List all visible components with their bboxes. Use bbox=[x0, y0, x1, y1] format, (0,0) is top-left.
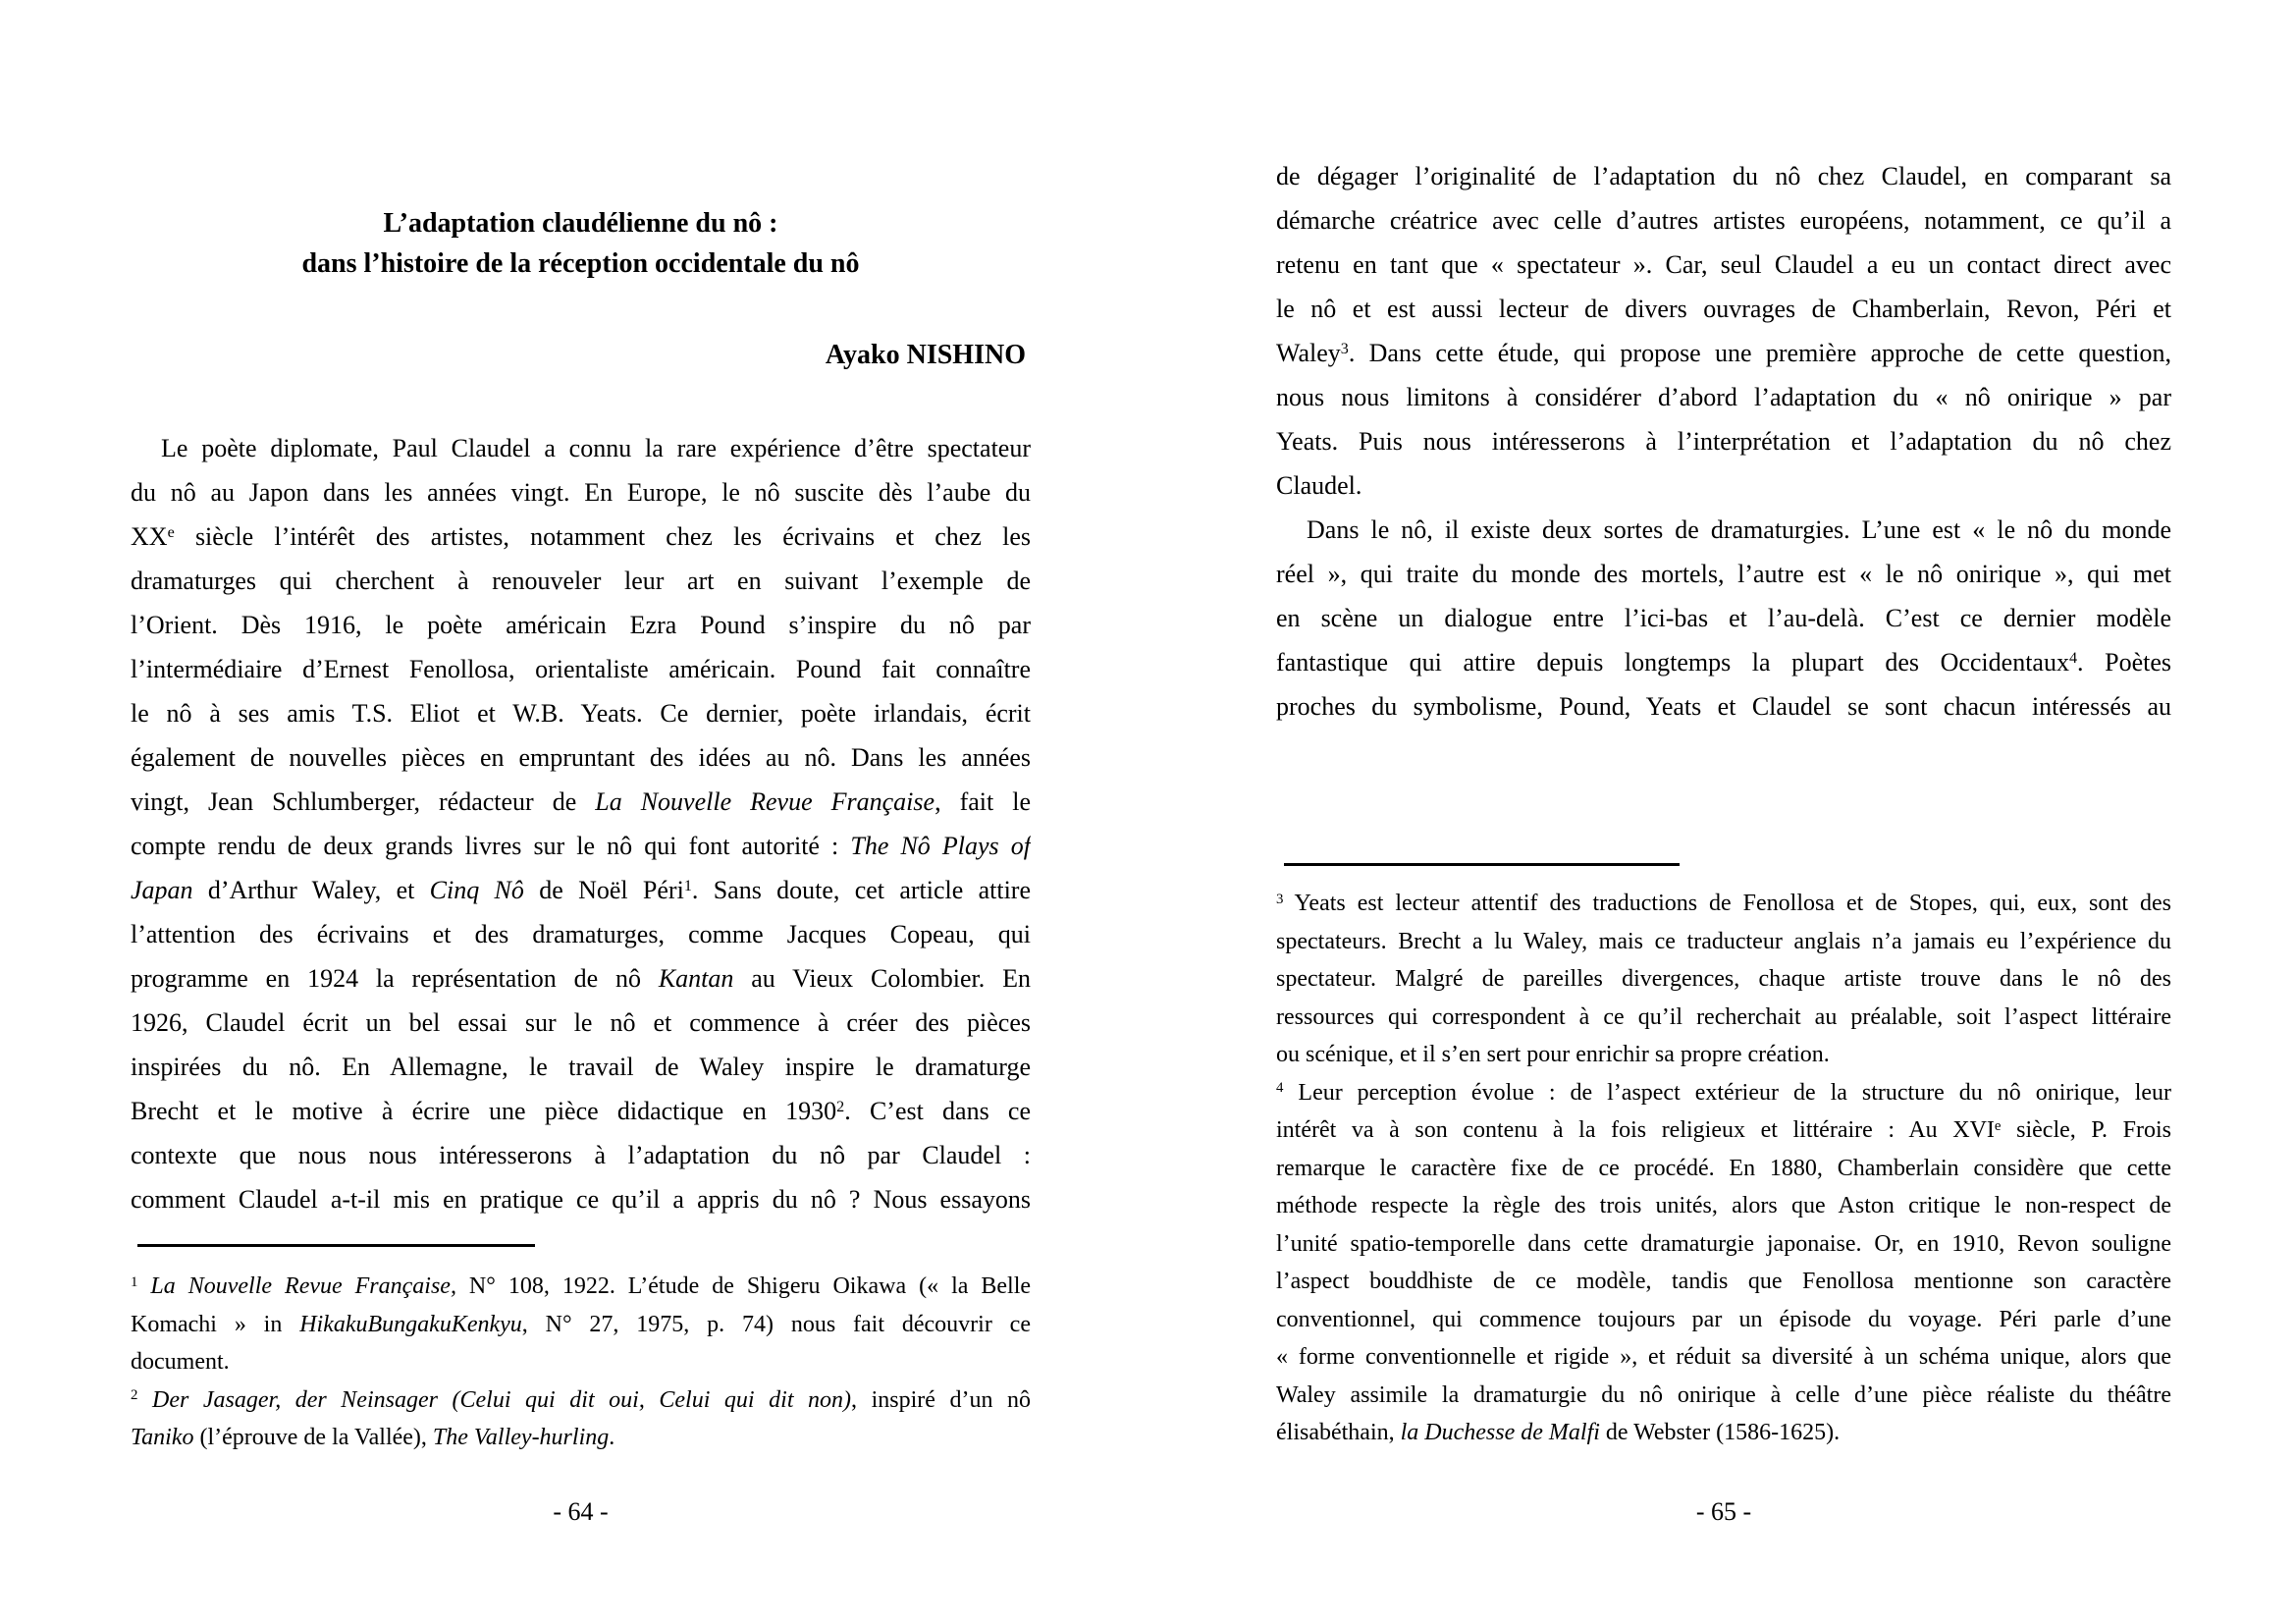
text-line: inspirées du nô. En Allemagne, le travail de Waley inspire le dramaturge bbox=[131, 1053, 1031, 1081]
text-line: « forme conventionnelle et rigide », et réduit sa diversité à un schéma unique, alors que bbox=[1276, 1344, 2171, 1370]
text-line: XXe siècle l’intérêt des artistes, notamment chez les écrivains et chez les bbox=[131, 522, 1031, 551]
text-line: Brecht et le motive à écrire une pièce didactique en 1930$^2$. C’est dans ce bbox=[131, 1097, 1031, 1125]
text-line: conventionnel, qui commence toujours par un épisode du voyage. Péri parle d’une bbox=[1276, 1306, 2171, 1332]
text-line: $^3$ Yeats est lecteur attentif des traductions de Fenollosa et de Stopes, qui, eux, sont des bbox=[1276, 891, 2171, 916]
text-line: ou scénique, et il s’en sert pour enrichir sa propre création. bbox=[1276, 1042, 1830, 1067]
article-title-line2: dans l’histoire de la réception occidentale du nô bbox=[301, 248, 860, 279]
text-line: également de nouvelles pièces en empruntant des idées au nô. Dans les années bbox=[131, 743, 1031, 772]
text-line: spectateurs. Brecht a lu Waley, mais ce traducteur anglais n’a jamais eu l’expérience du bbox=[1276, 928, 2171, 954]
text-line: document. bbox=[131, 1349, 230, 1375]
text-line: retenu en tant que « spectateur ». Car, seul Claudel a eu un contact direct avec bbox=[1276, 250, 2171, 279]
article-title-line1: L’adaptation claudélienne du nô : bbox=[383, 208, 778, 239]
text-line: l’intermédiaire d’Ernest Fenollosa, orientaliste américain. Pound fait connaître bbox=[131, 655, 1031, 683]
text-line: Dans le nô, il existe deux sortes de dramaturgies. L’une est « le nô du monde bbox=[1307, 515, 2171, 544]
page-number-65: - 65 - bbox=[1695, 1497, 1752, 1526]
footnote-separator-left bbox=[137, 1244, 535, 1247]
page-number-64: - 64 - bbox=[553, 1497, 609, 1526]
text-line: fantastique qui attire depuis longtemps la plupart des Occidentaux$^4$. Poètes bbox=[1276, 648, 2171, 677]
text-line: du nô au Japon dans les années vingt. En Europe, le nô suscite dès l’aube du bbox=[131, 478, 1031, 507]
text-line: $^1$ La Nouvelle Revue Française, N° 108, 1922. L’étude de Shigeru Oikawa (« la Belle bbox=[131, 1273, 1031, 1299]
text-line: de dégager l’originalité de l’adaptation du nô chez Claudel, en comparant sa bbox=[1276, 162, 2171, 190]
text-line: méthode respecte la règle des trois unités, alors que Aston critique le non-respect de bbox=[1276, 1193, 2171, 1218]
text-line: 1926, Claudel écrit un bel essai sur le nô et commence à créer des pièces bbox=[131, 1008, 1031, 1037]
text-line: spectateur. Malgré de pareilles divergences, chaque artiste trouve dans le nô des bbox=[1276, 966, 2171, 992]
text-line: élisabéthain, la Duchesse de Malfi de Webster (1586-1625). bbox=[1276, 1420, 1841, 1445]
text-line: Claudel. bbox=[1276, 471, 1362, 500]
footnote-separator-right bbox=[1284, 863, 1680, 866]
text-line: l’aspect bouddhiste de ce modèle, tandis que Fenollosa mentionne son caractère bbox=[1276, 1269, 2171, 1294]
text-line: programme en 1924 la représentation de nô Kantan au Vieux Colombier. En bbox=[131, 964, 1031, 993]
text-line: le nô et est aussi lecteur de divers ouvrages de Chamberlain, Revon, Péri et bbox=[1276, 295, 2171, 323]
text-line: réel », qui traite du monde des mortels, l’autre est « le nô onirique », qui met bbox=[1276, 560, 2171, 588]
text-line: l’unité spatio-temporelle dans cette dramaturgie japonaise. Or, en 1910, Revon souligne bbox=[1276, 1230, 2171, 1257]
text-line: Waley$^3$. Dans cette étude, qui propose une première approche de cette question, bbox=[1276, 339, 2171, 367]
text-line: Le poète diplomate, Paul Claudel a connu la rare expérience d’être spectateur bbox=[161, 434, 1031, 462]
text-line: dramaturges qui cherchent à renouveler leur art en suivant l’exemple de bbox=[131, 567, 1031, 595]
text-line: en scène un dialogue entre l’ici-bas et l’au-delà. C’est ce dernier modèle bbox=[1276, 604, 2171, 632]
body-text-left bbox=[131, 426, 1031, 1221]
footnotes-right bbox=[1276, 885, 2171, 1452]
footnotes-left bbox=[131, 1268, 1031, 1457]
text-line: l’Orient. Dès 1916, le poète américain Ezra Pound s’inspire du nô par bbox=[131, 611, 1031, 639]
text-line: proches du symbolisme, Pound, Yeats et Claudel se sont chacun intéressés au bbox=[1276, 692, 2171, 721]
text-line: Taniko (l’éprouve de la Vallée), The Valley-hurling. bbox=[131, 1425, 615, 1450]
text-line: intérêt va à son contenu à la fois religieux et littéraire : Au XVIe siècle, P. Frois bbox=[1276, 1117, 2171, 1143]
text-line: compte rendu de deux grands livres sur le nô qui font autorité : The Nô Plays of bbox=[131, 832, 1031, 860]
article-title bbox=[131, 203, 1031, 284]
text-line: Waley assimile la dramaturgie du nô onirique à celle d’une pièce réaliste du théâtre bbox=[1276, 1381, 2171, 1408]
body-text-right bbox=[1276, 154, 2171, 729]
text-line: démarche créatrice avec celle d’autres artistes européens, notamment, ce qu’il a bbox=[1276, 206, 2171, 235]
text-line: remarque le caractère fixe de ce procédé. En 1880, Chamberlain considère que cette bbox=[1276, 1155, 2171, 1181]
text-line: vingt, Jean Schlumberger, rédacteur de La Nouvelle Revue Française, fait le bbox=[131, 787, 1031, 816]
text-line: ressources qui correspondent à ce qu’il recherchait au préalable, soit l’aspect littéraire bbox=[1276, 1003, 2171, 1030]
text-line: comment Claudel a-t-il mis en pratique ce qu’il a appris du nô ? Nous essayons bbox=[131, 1185, 1031, 1214]
text-line: le nô à ses amis T.S. Eliot et W.B. Yeats. Ce dernier, poète irlandais, écrit bbox=[131, 699, 1031, 728]
author-name: Ayako NISHINO bbox=[825, 340, 1026, 370]
text-line: Komachi » in HikakuBungakuKenkyu, N° 27, 1975, p. 74) nous fait découvrir ce bbox=[131, 1311, 1031, 1337]
text-line: l’attention des écrivains et des dramaturges, comme Jacques Copeau, qui bbox=[131, 920, 1031, 948]
text-line: contexte que nous nous intéresserons à l’adaptation du nô par Claudel : bbox=[131, 1141, 1031, 1169]
text-line: Japan d’Arthur Waley, et Cinq Nô de Noël Péri$^1$. Sans doute, cet article attire bbox=[131, 876, 1031, 904]
text-line: $^4$ Leur perception évolue : de l’aspect extérieur de la structure du nô onirique, leur bbox=[1276, 1079, 2171, 1106]
text-line: $^2$ Der Jasager, der Neinsager (Celui qui dit oui, Celui qui dit non), inspiré d’un nô bbox=[131, 1386, 1031, 1413]
text-line: Yeats. Puis nous intéresserons à l’interprétation et l’adaptation du nô chez bbox=[1276, 427, 2171, 456]
text-line: nous nous limitons à considérer d’abord l’adaptation du « nô onirique » par bbox=[1276, 383, 2171, 411]
